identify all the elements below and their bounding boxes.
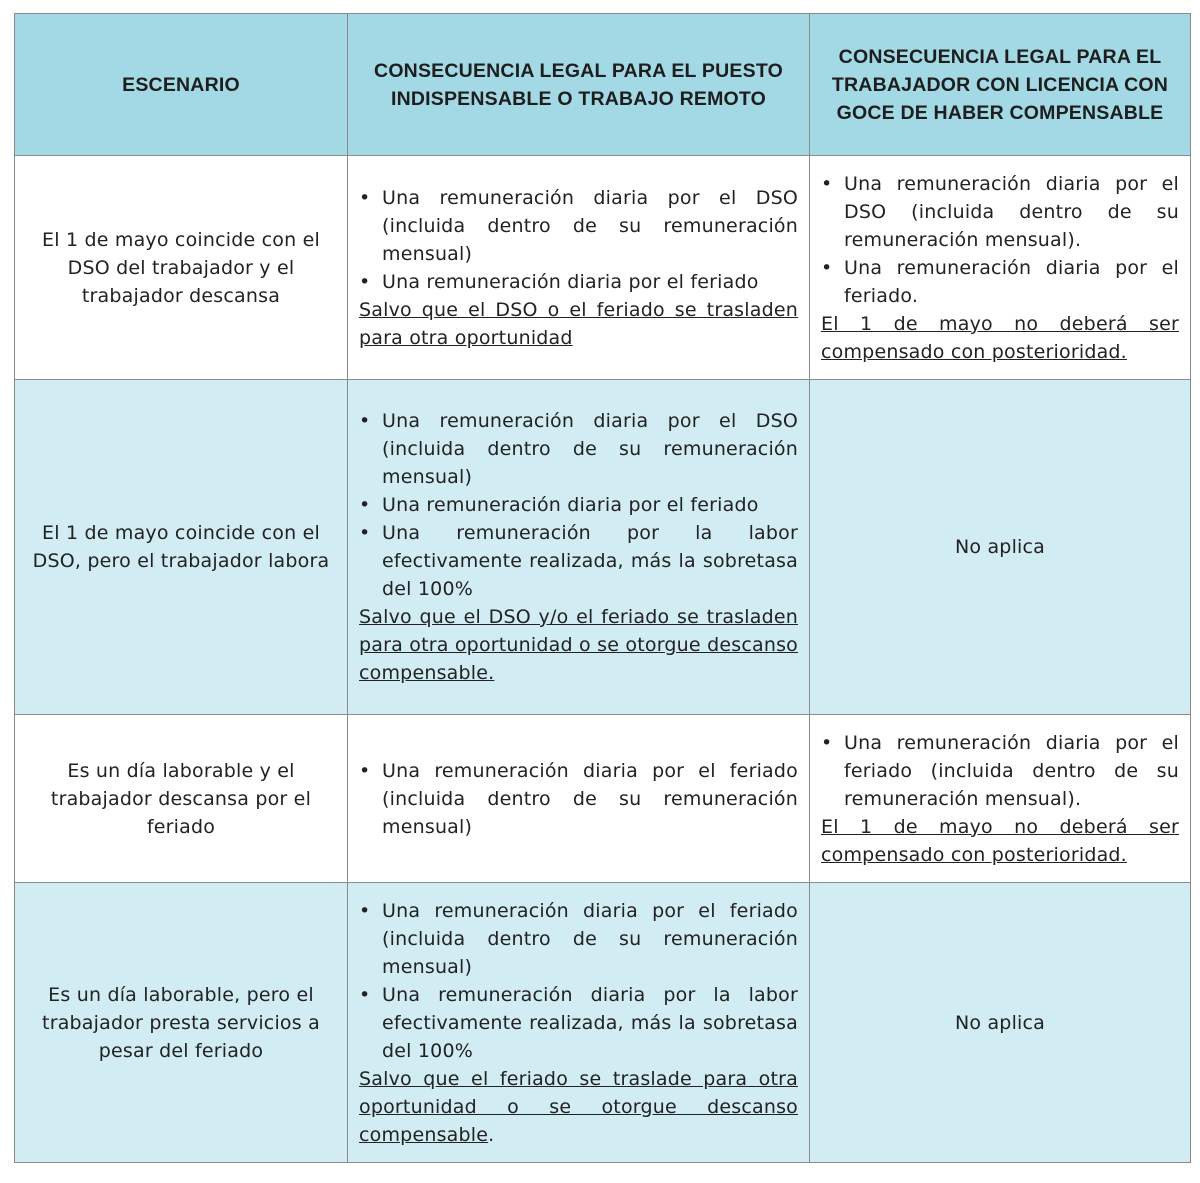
header-paid-license: CONSECUENCIA LEGAL PARA EL TRABAJADOR CON LICENCIA CON GOCE DE HABER COMPENSABLE — [810, 14, 1191, 156]
note-period: . — [488, 1123, 495, 1146]
list-item: • Una remuneración diaria por el feriado (incluida dentro de su remuneración mensual) — [359, 897, 798, 981]
bullet-list — [821, 729, 1179, 813]
table-row — [15, 715, 1191, 883]
remote-consequence-cell — [348, 883, 810, 1163]
table-row — [15, 380, 1191, 715]
list-item: • Una remuneración diaria por el DSO (incluida dentro de su remuneración mensual) — [359, 407, 798, 491]
exception-note: El 1 de mayo no deberá ser compensado con posterioridad. — [821, 815, 1179, 866]
scenario-cell: El 1 de mayo coincide con el DSO del trabajador y el trabajador descansa — [15, 156, 348, 380]
list-item: • Una remuneración diaria por el feriado. — [821, 254, 1179, 310]
list-item: • Una remuneración diaria por el DSO (incluida dentro de su remuneración mensual) — [359, 184, 798, 268]
license-consequence-cell: No aplica — [810, 380, 1191, 715]
list-item: • Una remuneración diaria por el DSO (incluida dentro de su remuneración mensual). — [821, 170, 1179, 254]
bullet-list — [359, 184, 798, 296]
bullet-list — [359, 407, 798, 603]
header-remote-work: CONSECUENCIA LEGAL PARA EL PUESTO INDISPENSABLE O TRABAJO REMOTO — [348, 14, 810, 156]
license-consequence-cell — [810, 715, 1191, 883]
bullet-list — [359, 757, 798, 841]
exception-note: Salvo que el feriado se traslade para otra oportunidad o se otorgue descanso compensable — [359, 1067, 798, 1146]
scenario-cell: Es un día laborable, pero el trabajador presta servicios a pesar del feriado — [15, 883, 348, 1163]
remote-consequence-cell — [348, 380, 810, 715]
license-consequence-cell — [810, 156, 1191, 380]
list-item: • Una remuneración por la labor efectivamente realizada, más la sobretasa del 100% — [359, 519, 798, 603]
exception-note: Salvo que el DSO y/o el feriado se trasladen para otra oportunidad o se otorgue descanso compensable. — [359, 606, 798, 684]
scenario-cell: Es un día laborable y el trabajador descansa por el feriado — [15, 715, 348, 883]
exception-note: El 1 de mayo no deberá ser compensado con posterioridad. — [821, 312, 1179, 363]
list-item: • Una remuneración diaria por el feriado (incluida dentro de su remuneración mensual). — [821, 729, 1179, 813]
header-row — [15, 14, 1191, 156]
bullet-list — [359, 897, 798, 1065]
list-item: • Una remuneración diaria por el feriado (incluida dentro de su remuneración mensual) — [359, 757, 798, 841]
table-row — [15, 883, 1191, 1163]
legal-consequences-table — [14, 13, 1191, 1163]
remote-consequence-cell — [348, 715, 810, 883]
list-item: • Una remuneración diaria por el feriado — [359, 268, 798, 296]
remote-consequence-cell — [348, 156, 810, 380]
list-item: • Una remuneración diaria por la labor efectivamente realizada, más la sobretasa del 100% — [359, 981, 798, 1065]
list-item: • Una remuneración diaria por el feriado — [359, 491, 798, 519]
exception-note: Salvo que el DSO o el feriado se trasladen para otra oportunidad — [359, 298, 798, 349]
header-scenario: ESCENARIO — [15, 14, 348, 156]
license-consequence-cell: No aplica — [810, 883, 1191, 1163]
exception-note-wrapper — [359, 1065, 798, 1149]
scenario-cell: El 1 de mayo coincide con el DSO, pero el trabajador labora — [15, 380, 348, 715]
table-row — [15, 156, 1191, 380]
bullet-list — [821, 170, 1179, 310]
